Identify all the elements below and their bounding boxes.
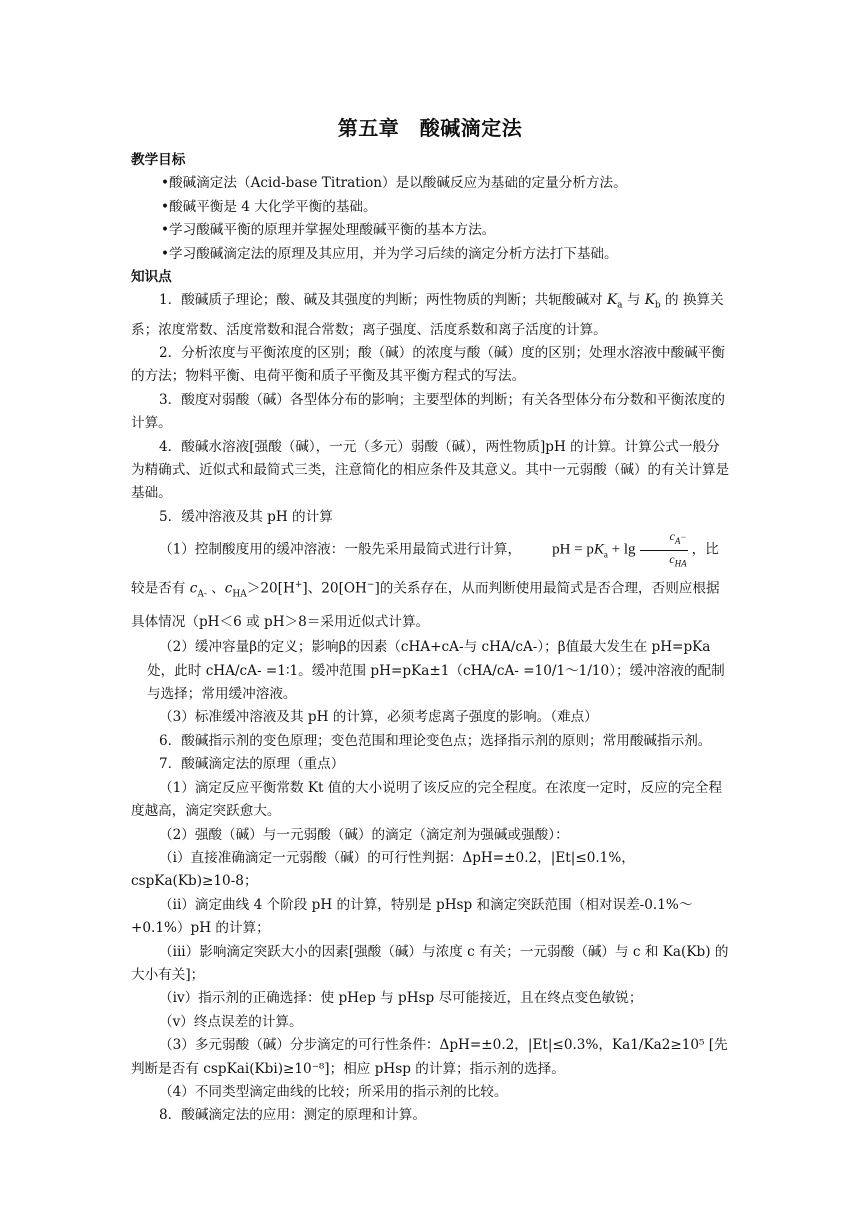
knowledge-point-5: 5．缓冲溶液及其 pH 的计算 xyxy=(159,508,333,525)
knowledge-point-5-3: （3）标准缓冲溶液及其 pH 的计算，必须考虑离子强度的影响。（难点） xyxy=(159,709,598,726)
chapter-title: 第五章 酸碱滴定法 xyxy=(337,116,523,140)
knowledge-point-6: 6．酸碱指示剂的变色原理；变色范围和理论变色点；选择指示剂的原则；常用酸碱指示剂。 xyxy=(159,732,712,749)
objective-item: •酸碱滴定法（Acid-base Titration）是以酸碱反应为基础的定量分析方法。 xyxy=(161,175,627,192)
objective-item: •学习酸碱平衡的原理并掌握处理酸碱平衡的基本方法。 xyxy=(161,222,496,239)
objectives-heading: 教学目标 xyxy=(131,152,186,168)
knowledge-heading: 知识点 xyxy=(131,269,172,286)
objective-item: •酸碱平衡是 4 大化学平衡的基础。 xyxy=(161,198,377,215)
knowledge-point-7-2-i: （i）直接准确滴定一元弱酸（碱）的可行性判据：ΔpH=±0.2，|Et|≤0.1%，cspKa(Kb)≥10-8； xyxy=(131,849,635,890)
knowledge-point-7-2-v: （v）终点误差的计算。 xyxy=(159,1013,303,1030)
buffer-ph-formula: pH = $pK_a + \lg$ $\frac{c_{A^-}}{c_{HA}}$ xyxy=(552,529,687,568)
knowledge-point-2: 2．分析浓度与平衡浓度的区别；酸（碱）的浓度与酸（碱）度的区别；处理水溶液中酸碱平衡的方法；物料平衡、电荷平衡和质子平衡及其平衡方程式的写法。 xyxy=(131,344,725,385)
knowledge-point-7-2: （2）强酸（碱）与一元弱酸（碱）的滴定（滴定剂为强碱或强酸）： xyxy=(159,826,569,843)
knowledge-point-1: 1．酸碱质子理论；酸、碱及其强度的判断；两性物质的判断；共轭酸碱对 $K_a$ 与 $K_b$ 的 换算关系；浓度常数、活度常数和混合常数；离子强度、活度系数和离子活度的计算。 xyxy=(131,292,724,338)
knowledge-point-7-2-iii: （iii）影响滴定突跃大小的因素[强酸（碱）与浓度 c 有关；一元弱酸（碱）与 c 和 Ka(Kb) 的大小有关]； xyxy=(131,943,729,983)
knowledge-point-7-2-iv: （iv）指示剂的正确选择：使 pHep 与 pHsp 尽可能接近，且在终点变色敏锐； xyxy=(159,990,643,1007)
knowledge-point-5-2: （2）缓冲容量β的定义；影响β的因素（cHA+cA-与 cHA/cA-）；β值最大发生在 pH=pKa 处，此时 cHA/cA- =1∶1。缓冲范围 pH=pKa±1（cHA/cA- =10/1～1/10）；缓冲溶液的配制与选择；常用缓冲溶液。 xyxy=(147,639,725,703)
knowledge-point-7-3: （3）多元弱酸（碱）分步滴定的可行性条件：ΔpH=±0.2，|Et|≤0.3%，Ka1/Ka2≥10⁵ [先判断是否有 cspKai(Kbi)≥10⁻⁸]；相应 pHsp 的计算；指示剂的选择。 xyxy=(131,1037,728,1077)
document-body xyxy=(131,149,731,1128)
objective-item: •学习酸碱滴定法的原理及其应用，并为学习后续的滴定分析方法打下基础。 xyxy=(161,245,618,262)
knowledge-point-7-4: （4）不同类型滴定曲线的比较；所采用的指示剂的比较。 xyxy=(159,1083,508,1100)
knowledge-point-8: 8．酸碱滴定法的应用：测定的原理和计算。 xyxy=(159,1107,426,1124)
knowledge-point-7-1: （1）滴定反应平衡常数 Kt 值的大小说明了该反应的完全程度。在浓度一定时，反应的完全程度越高，滴定突跃愈大。 xyxy=(131,779,723,820)
knowledge-point-4: 4．酸碱水溶液[强酸（碱），一元（多元）弱酸（碱），两性物质]pH 的计算。计算公式一般分为精确式、近似式和最简式三类，注意简化的相应条件及其意义。其中一元弱酸（碱）的有关计算是基础。 xyxy=(131,438,730,502)
knowledge-point-7: 7．酸碱滴定法的原理（重点） xyxy=(159,756,345,773)
knowledge-point-7-2-ii: （ii）滴定曲线 4 个阶段 pH 的计算，特别是 pHsp 和滴定突跃范围（相对误差-0.1%～+0.1%）pH 的计算； xyxy=(131,896,693,937)
knowledge-point-3: 3．酸度对弱酸（碱）各型体分布的影响；主要型体的判断；有关各型体分布分数和平衡浓度的计算。 xyxy=(131,391,725,432)
knowledge-point-5-1: （1）控制酸度用的缓冲溶液：一般先采用最简式进行计算， pH = $pK_a + \lg$ $\frac{c_{A^-}}{c_{HA}}$ ，比较是否有 $c_{A-}$ 、$c_{HA}>20[H^+]$、20[OH−]的关系存在，从而判断使用最简式是否合理，否则应根据具体情况（pH＜6 或 pH＞8＝采用近似式计算。 xyxy=(131,529,720,631)
